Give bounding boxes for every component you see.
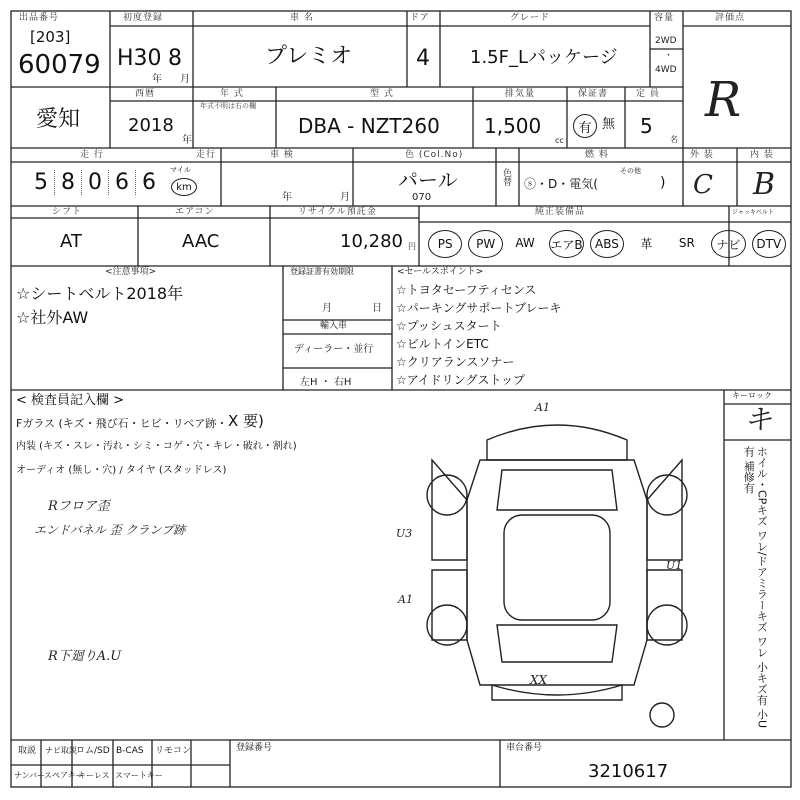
inspection-month: 月 — [340, 192, 350, 203]
car-name-label: 車 名 — [290, 13, 314, 23]
fuel-options: ⓢ・D・電気( — [524, 177, 598, 191]
sales-point: ☆ビルトインETC — [396, 337, 489, 351]
drive-dot: ・ — [664, 51, 674, 61]
recycle-unit: 円 — [408, 242, 416, 251]
mileage-unit-km-circled — [171, 178, 197, 196]
keylock-value: キ — [744, 403, 773, 436]
sales-point: ☆パーキングサポートブレーキ — [396, 301, 562, 315]
hand-note: R下廻りA.U — [48, 649, 122, 664]
header-lot-number: 60079 — [18, 50, 101, 80]
registration-note: 年式不明は右の欄 — [200, 102, 256, 110]
reg-no-label: 登録番号 — [236, 743, 273, 753]
shift-value: AT — [60, 231, 82, 252]
equipment-item: AW — [515, 236, 535, 250]
equipment-item: ABS — [590, 230, 624, 258]
recycle-value: 10,280 — [340, 231, 403, 252]
km-label: 走行 — [196, 150, 217, 160]
year-unit: 年 — [182, 135, 192, 146]
hand-note: エンドバネル 歪 クランプ跡 — [34, 523, 186, 537]
mileage-unit-mile: マイル — [170, 166, 191, 174]
capacity-label: 定 員 — [636, 89, 660, 99]
footer-cell: キーレス — [78, 771, 110, 780]
diagram-mark: U1 — [666, 559, 683, 572]
grade-label: グレード — [510, 13, 551, 23]
displacement-unit: cc — [555, 136, 564, 145]
fuel-close: ) — [660, 175, 666, 191]
mileage-digit: 8 — [55, 170, 82, 195]
mileage-digit: 0 — [82, 170, 109, 195]
shift-label: シフト — [52, 207, 83, 217]
first-reg-label: 初度登録 — [123, 13, 164, 23]
footer-cell: ナンバー — [14, 771, 46, 780]
first-reg-month-unit: 月 — [180, 74, 190, 85]
footer-cell: スマートキー — [115, 771, 163, 780]
mileage-digits — [28, 170, 162, 195]
footer-cell: ロム/SD — [76, 746, 110, 756]
drive-label: 容量 — [654, 13, 675, 23]
equipment-item: 革 — [640, 236, 653, 251]
diagram-mark: XX — [530, 673, 548, 687]
sales-label: <セールスポイント> — [397, 267, 484, 277]
capacity-value: 5 — [640, 114, 653, 138]
ac-label: エアコン — [175, 207, 215, 217]
reg-expiry-label: 登録証書有効期限 — [290, 267, 354, 276]
color-change-label: 色替 — [501, 168, 511, 186]
sales-point: ☆クリアランスソナー — [396, 355, 515, 369]
equipment-item: PW — [468, 230, 502, 258]
region: 愛知 — [36, 107, 81, 132]
fuel-label: 燃 料 — [585, 150, 609, 160]
footer-cell: 取説 — [18, 746, 37, 756]
header-lot-label: 出品番号 — [19, 13, 60, 23]
mileage-digit: 5 — [28, 170, 55, 195]
mileage-digit: 6 — [109, 170, 136, 195]
drive-4wd: 4WD — [655, 65, 677, 75]
diagram-mark: A1 — [535, 401, 550, 414]
footer-cell: B-CAS — [116, 746, 144, 756]
inspection-label: 車 検 — [270, 150, 294, 160]
hand-note: Rフロア歪 — [48, 499, 110, 514]
exterior-label: 外 装 — [690, 150, 714, 160]
grade-value: 1.5F_Lパッケージ — [470, 47, 618, 68]
door-count: 4 — [416, 46, 430, 71]
score-label: 評価点 — [715, 13, 746, 23]
fuel-other-label: その他 — [620, 167, 641, 175]
footer-cell: スペアキー — [44, 771, 84, 780]
mileage-digit: 6 — [142, 170, 156, 195]
vin-label: 車台番号 — [506, 743, 543, 753]
import-label: 輸入車 — [320, 321, 348, 331]
interior-value: B — [753, 167, 776, 202]
mileage-label: 走 行 — [80, 150, 104, 160]
caution-label: <注意事項> — [105, 267, 157, 277]
first-reg-month: 8 — [168, 46, 182, 71]
equipment-item: エアB — [549, 230, 583, 258]
warranty-yes: 有 — [578, 120, 592, 136]
interior-line: 内装 (キズ・スレ・汚れ・シミ・コゲ・穴・キレ・破れ・割れ) — [16, 441, 297, 452]
reg-expiry-day: 日 — [372, 303, 382, 314]
interior-label: 内 装 — [750, 150, 774, 160]
registration-label: 年 式 — [220, 89, 244, 99]
equipment-item: DTV — [752, 230, 786, 258]
equipment-item: SR — [678, 236, 695, 250]
side-notes: ホイル・CPキズ ワレ/ドアミラーキズ ワレ 小キズ有 小U有 補修有 — [742, 446, 769, 729]
footer-cell: リモコン — [155, 746, 192, 756]
model-label: 型 式 — [370, 89, 394, 99]
equipment-row — [424, 230, 788, 258]
model-value: DBA - NZT260 — [298, 114, 440, 138]
steering-value: 左H ・ 右H — [300, 377, 352, 388]
first-reg-era: H30 — [117, 46, 162, 71]
reg-expiry-month: 月 — [322, 303, 332, 314]
drive-2wd: 2WD — [655, 36, 677, 46]
color-value: パール — [398, 168, 458, 192]
capacity-unit: 名 — [670, 135, 678, 144]
inspection-year: 年 — [282, 192, 292, 203]
audio-line: オーディオ (無し・穴) / タイヤ (スタッドレス) — [16, 465, 227, 476]
sunroof-label: ジャッキベルト — [732, 209, 774, 216]
glass-mark: X 要) — [228, 412, 264, 430]
footer-cell: ナビ取説 — [45, 746, 77, 755]
car-name: プレミオ — [265, 44, 353, 69]
door-label: ドア — [410, 13, 430, 23]
displacement-value: 1,500 — [484, 114, 542, 138]
displacement-label: 排気量 — [505, 89, 536, 99]
year-value: 2018 — [128, 115, 174, 136]
warranty-yes-circled — [573, 114, 597, 138]
exterior-value: C — [693, 170, 713, 200]
score-value: R — [705, 72, 742, 128]
equipment-label: 純正装備品 — [535, 207, 586, 217]
caution-item: ☆社外AW — [16, 308, 89, 327]
sales-point: ☆プッシュスタート — [396, 319, 502, 333]
ac-value: AAC — [182, 231, 220, 252]
recycle-label: リサイクル預託金 — [298, 207, 377, 217]
equipment-item: PS — [428, 230, 462, 258]
caution-item: ☆シートベルト2018年 — [16, 284, 184, 303]
keylock-label: キーロック — [732, 391, 772, 400]
sales-point: ☆アイドリングストップ — [396, 373, 525, 387]
color-label: 色 (Col.No) — [405, 150, 464, 160]
sales-point: ☆トヨタセーフティセンス — [396, 283, 537, 297]
year-label: 西暦 — [135, 89, 156, 99]
diagram-mark: A1 — [398, 593, 413, 606]
color-code: 070 — [412, 192, 432, 203]
warranty-label: 保証書 — [578, 89, 609, 99]
inspection-title: < 検査員記入欄 > — [16, 393, 125, 408]
diagram-mark: U3 — [396, 527, 413, 540]
mileage-unit-km: km — [176, 181, 192, 193]
import-value: ディーラー・並行 — [294, 344, 374, 355]
header-lot-prefix: [203] — [30, 28, 71, 46]
equipment-item: ナビ — [711, 230, 745, 258]
first-reg-year-unit: 年 — [152, 74, 162, 85]
glass-line: Fガラス (キズ・飛び石・ヒビ・リペア跡・ — [16, 417, 228, 430]
vin-value: 3210617 — [588, 761, 669, 782]
warranty-no: 無 — [602, 117, 616, 132]
